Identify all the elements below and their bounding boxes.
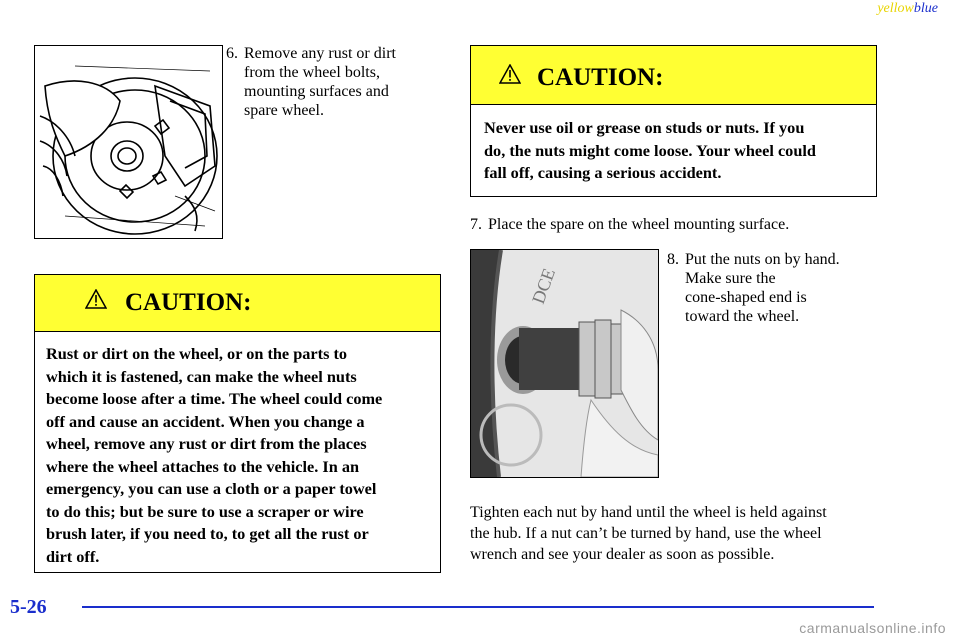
header-yellow-word: yellow: [877, 1, 914, 16]
caution-line: fall off, causing a serious accident.: [484, 163, 722, 182]
step-8-number: 8.: [667, 251, 679, 268]
step-8-line: toward the wheel.: [685, 308, 800, 325]
header-blue-word: blue: [913, 1, 938, 16]
paragraph-line: Tighten each nut by hand until the wheel is held against: [470, 504, 827, 521]
paragraph-line: the hub. If a nut can’t be turned by hand, use the wheel: [470, 525, 822, 542]
step-6: [226, 44, 456, 124]
paragraph-line: wrench and see your dealer as soon as possible.: [470, 546, 775, 563]
nut-on-stud-drawing: [471, 250, 658, 477]
warning-triangle-icon: [499, 64, 521, 84]
caution-box-oil: [470, 45, 877, 197]
nut-on-stud-photo: [470, 249, 659, 478]
caution-line: dirt off.: [46, 546, 100, 566]
caution-text: [484, 117, 872, 185]
caution-box-rust: [34, 274, 441, 573]
step-8: [667, 250, 897, 330]
step-8-text: [685, 250, 840, 326]
step-8-line: Put the nuts on by hand.: [685, 251, 840, 268]
step-6-text: [244, 44, 396, 120]
caution-line: brush later, if you need to, to get all the rust or: [46, 524, 369, 543]
wheel-hub-illustration: [34, 45, 223, 239]
caution-title: CAUTION:: [125, 289, 252, 316]
step-8-line: cone-shaped end is: [685, 289, 807, 306]
step-6-line: Remove any rust or dirt: [244, 45, 396, 62]
caution-line: wheel, remove any rust or dirt from the places: [46, 434, 367, 453]
step-6-line: spare wheel.: [244, 102, 324, 119]
caution-line: emergency, you can use a cloth or a paper towel: [46, 479, 377, 498]
watermark: carmanualsonline.info: [799, 620, 946, 636]
step-6-number: 6.: [226, 45, 238, 62]
caution-line: become loose after a time. The wheel could come: [46, 389, 383, 408]
caution-line: do, the nuts might come loose. Your wheel could: [484, 140, 816, 160]
step-7-text: Place the spare on the wheel mounting surface.: [488, 216, 790, 233]
footer-rule: [82, 606, 874, 608]
warning-triangle-icon: [85, 289, 107, 309]
caution-text: [46, 343, 436, 568]
page-number: 5-26: [10, 596, 47, 618]
step-6-line: mounting surfaces and: [244, 83, 389, 100]
step-6-line: from the wheel bolts,: [244, 64, 380, 81]
caution-line: which it is fastened, can make the wheel nuts: [46, 366, 357, 386]
wheel-hub-drawing: [35, 46, 222, 238]
step-7: [470, 215, 890, 237]
tighten-paragraph: [470, 502, 890, 565]
step-7-number: 7.: [470, 216, 482, 233]
step-8-line: Make sure the: [685, 270, 776, 287]
caution-band: [471, 46, 876, 105]
caution-line: to do this; but be sure to use a scraper or wire: [46, 501, 364, 521]
caution-title: CAUTION:: [537, 64, 664, 91]
caution-line: Never use oil or grease on studs or nuts. If you: [484, 118, 805, 137]
caution-line: Rust or dirt on the wheel, or on the parts to: [46, 344, 348, 363]
caution-line: off and cause an accident. When you change a: [46, 411, 365, 431]
page-header: [877, 1, 938, 17]
svg-text:DCE: DCE: [527, 265, 560, 307]
caution-line: where the wheel attaches to the vehicle. In an: [46, 456, 360, 476]
